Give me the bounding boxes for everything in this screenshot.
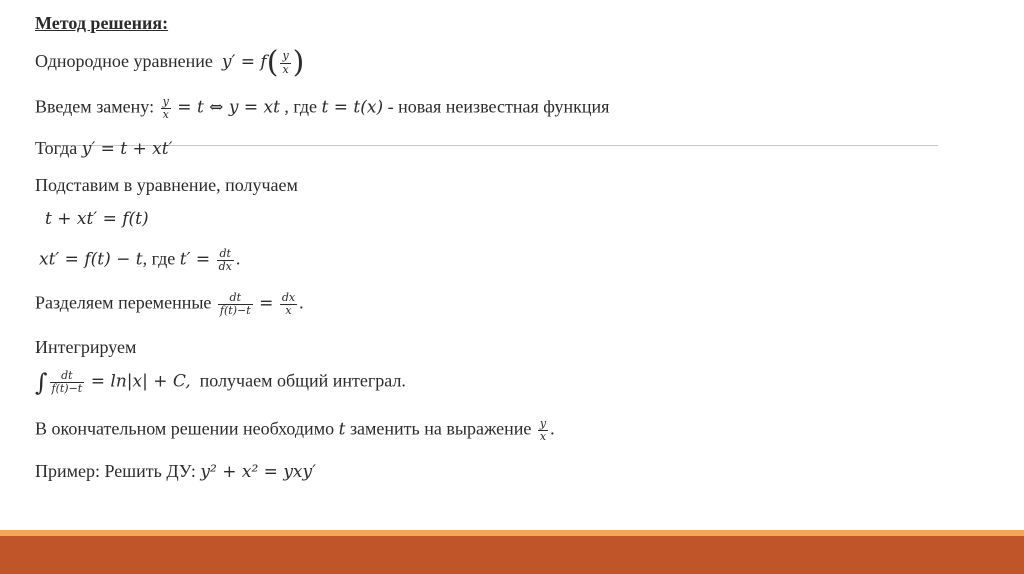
line-integral	[35, 370, 406, 395]
text: Подставим в уравнение, получаем	[35, 175, 298, 195]
fraction: $\frac{dt}{f(t)-t}$	[219, 291, 251, 318]
formula: = t ⇔ y = xt	[177, 97, 280, 118]
integral-sign: ∫	[35, 368, 48, 397]
fraction: $\frac{dx}{x}$	[281, 291, 296, 318]
fraction: $\frac{dt}{dx}$	[218, 247, 232, 274]
text: - новая неизвестная функция	[387, 96, 610, 117]
text: Разделяем переменные	[35, 292, 212, 313]
text: Пример: Решить ДУ:	[35, 461, 196, 481]
formula: y′ = f	[221, 52, 267, 73]
paren-right: )	[292, 45, 305, 80]
line-separate-variables: Разделяем переменные $\frac{dt}{f(t)-t}$ = $\frac{dx}{x}$ .	[35, 291, 304, 318]
text: , где	[284, 96, 318, 117]
line-integrate	[35, 338, 136, 356]
line-equation	[45, 209, 149, 228]
fraction: $\frac{y}{x}$	[539, 417, 547, 444]
line-final-solution: В окончательном решении необходимо t заменить на выражение $\frac{y}{x}$ .	[35, 417, 555, 444]
divider-line	[40, 145, 938, 146]
fraction: $\frac{dt}{f(t)-t}$	[51, 369, 83, 396]
paren-left: (	[266, 45, 279, 80]
text: Однородное уравнение	[35, 51, 213, 72]
formula: = ln|x| + C,	[90, 371, 191, 392]
formula: t + xt′ = f(t)	[45, 209, 149, 229]
text: заменить на выражение	[349, 418, 532, 439]
text: Интегрируем	[35, 337, 137, 357]
line-example	[35, 462, 316, 481]
formula: y′ = t + xt′	[81, 139, 173, 159]
text: В окончательном решении необходимо	[35, 418, 335, 439]
fraction: $\frac{y}{x}$	[282, 49, 289, 76]
line-homogeneous-equation	[35, 45, 305, 80]
fraction: $\frac{y}{x}$	[162, 95, 169, 122]
text: , где	[142, 248, 176, 269]
footer-bar	[0, 536, 1024, 574]
formula: t = t(x)	[321, 97, 384, 118]
formula: y² + x² = yxy′	[200, 462, 316, 482]
line-xt-prime: xt′ = f(t) − t, где t′ = $\frac{dt}{dx}$ .	[39, 247, 241, 274]
formula: t′ =	[179, 249, 211, 270]
text: Тогда	[35, 138, 78, 158]
section-title: Метод решения:	[35, 13, 169, 33]
text: получаем общий интеграл.	[199, 370, 406, 391]
text: Введем замену:	[35, 96, 155, 117]
formula: t	[338, 419, 346, 440]
line-then	[35, 139, 172, 158]
line-substitution	[35, 96, 609, 121]
line-substitute	[35, 176, 298, 194]
formula: xt′ = f(t) − t	[39, 249, 143, 270]
